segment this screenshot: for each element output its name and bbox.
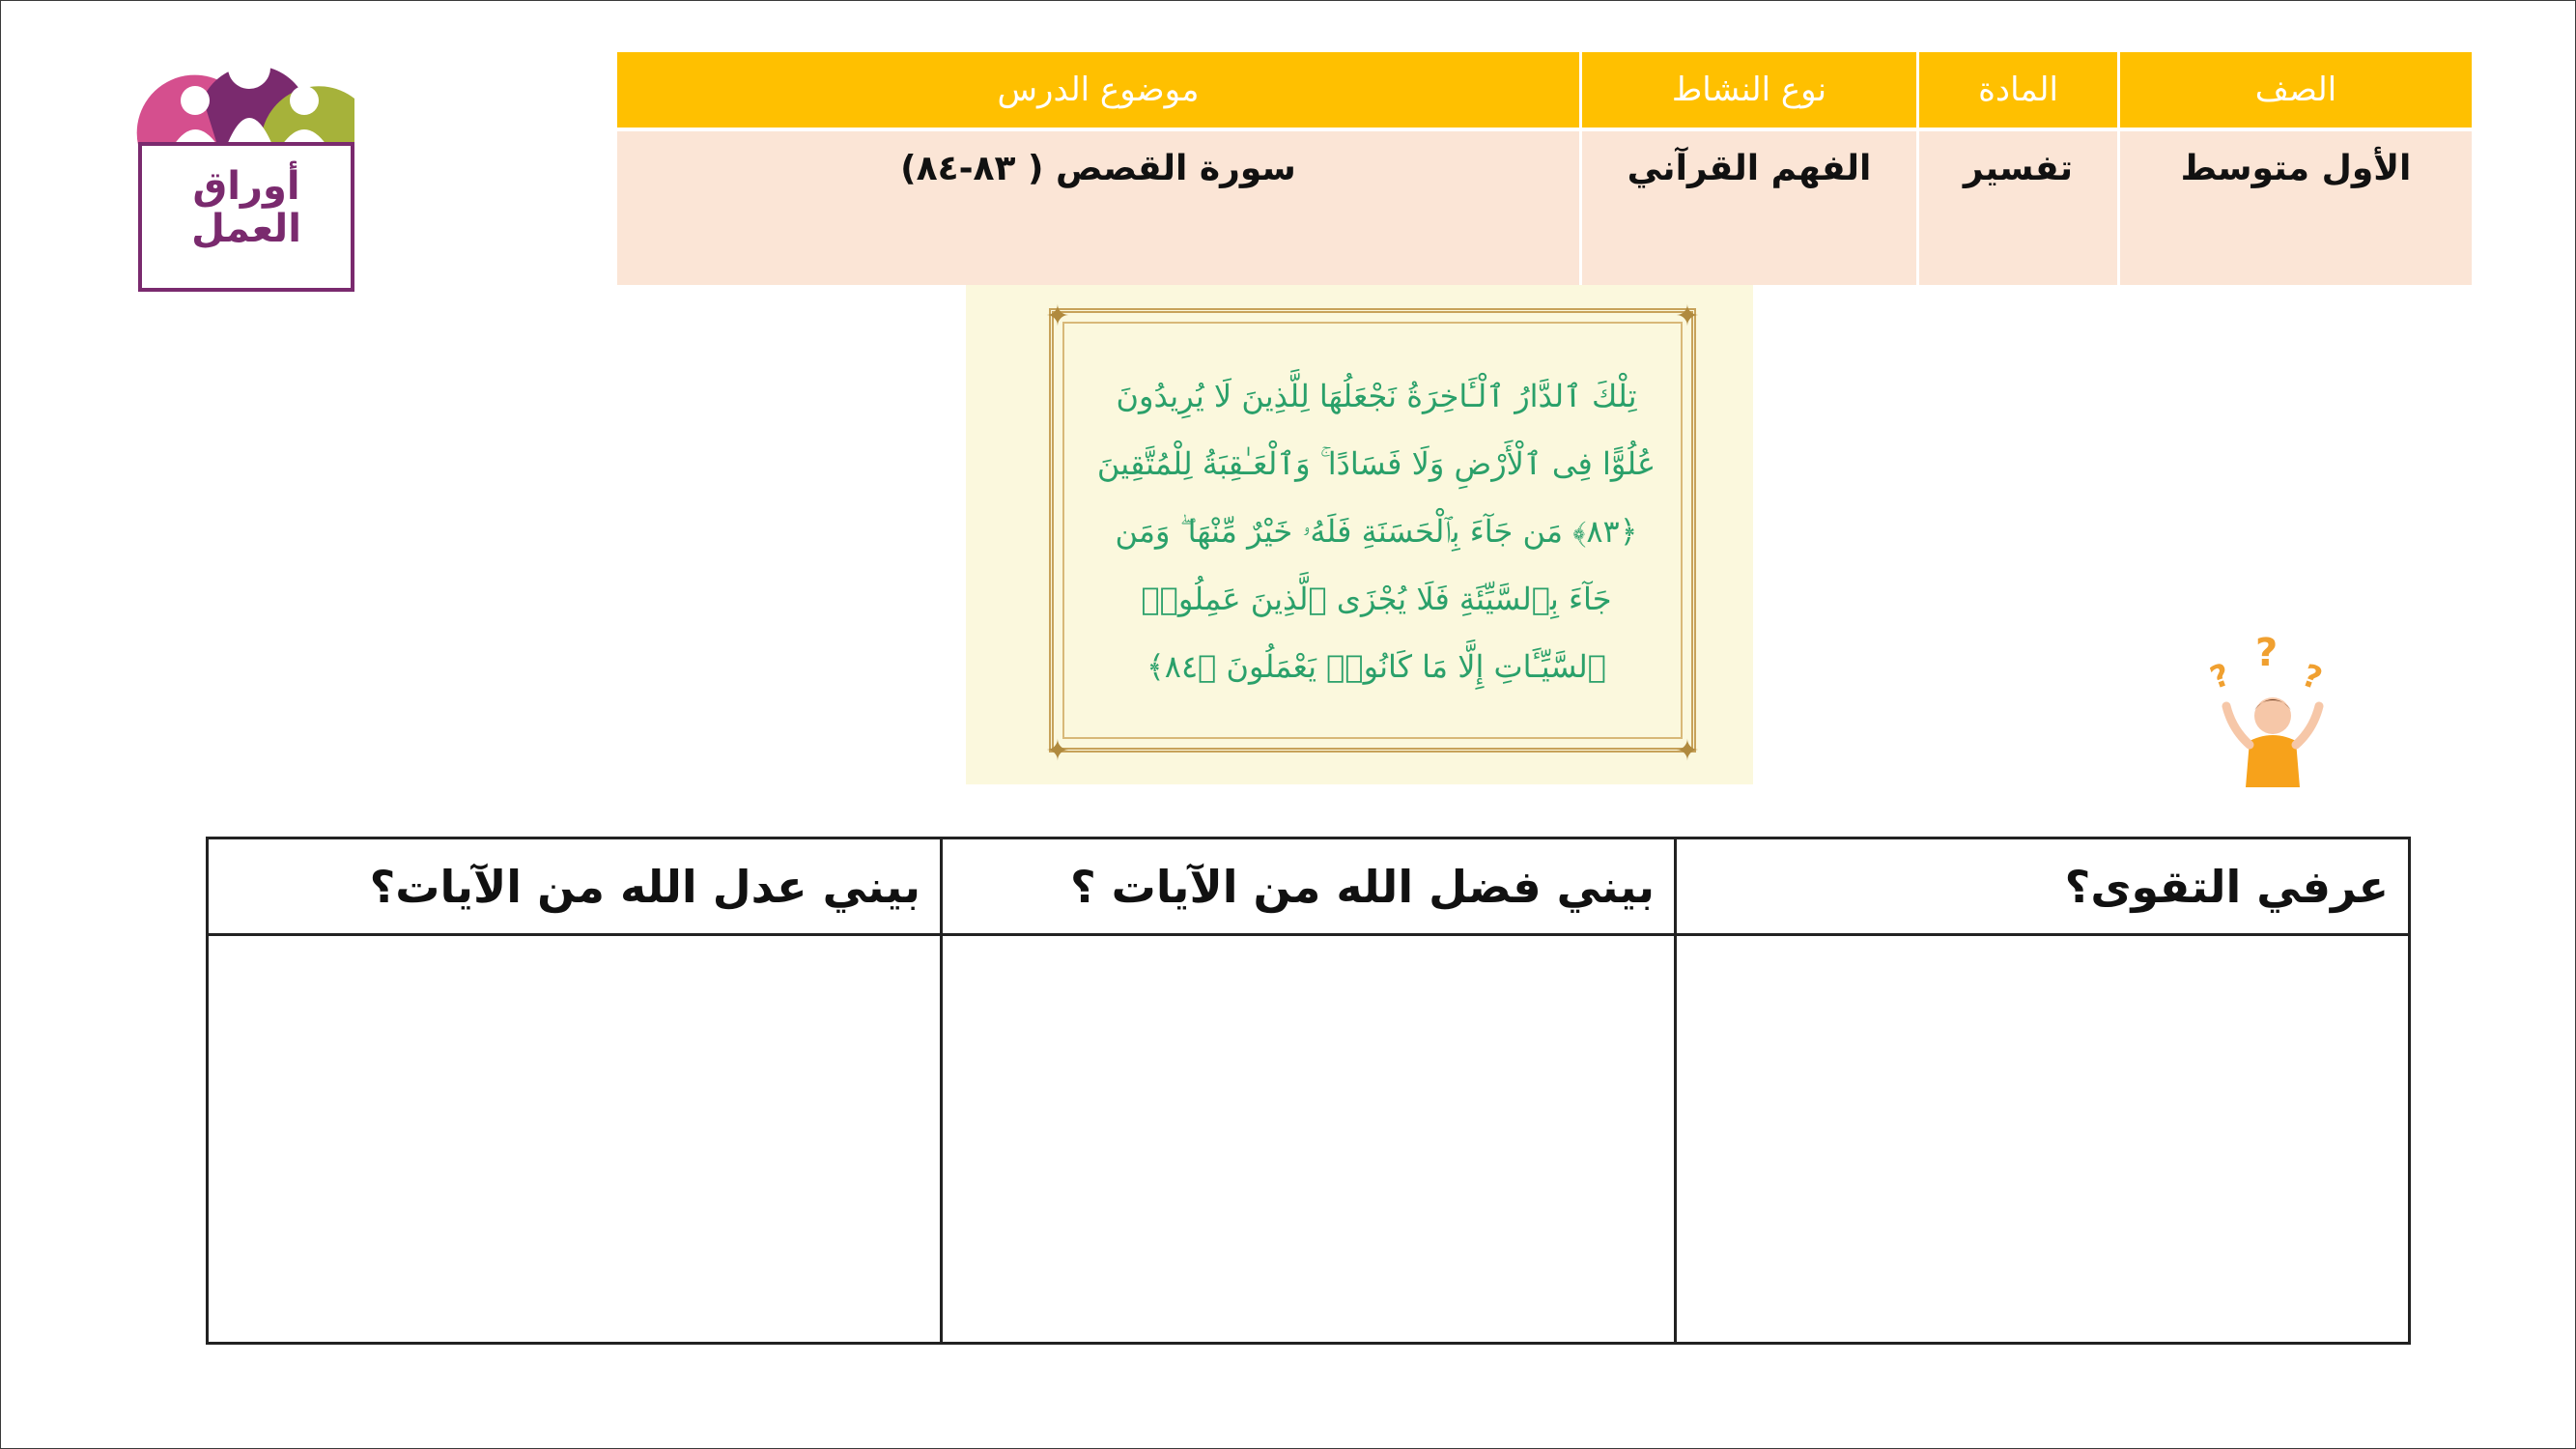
question-define-taqwa: عرفي التقوى؟ <box>1676 838 2410 935</box>
header-subject: المادة <box>1918 52 2119 129</box>
corner-ornament-icon: ✦ <box>1675 734 1700 768</box>
verse-line: تِلْكَ ٱلدَّارُ ٱلْـَٔاخِرَةُ نَجْعَلُهَا لِلَّذِينَ لَا يُرِيدُونَ <box>1116 378 1637 414</box>
answers-row <box>208 935 2410 1344</box>
worksheets-logo <box>135 31 363 268</box>
header-activity-type: نوع النشاط <box>1581 52 1918 129</box>
corner-ornament-icon: ✦ <box>1675 299 1700 333</box>
questions-table <box>206 837 2411 1345</box>
logo-box <box>138 142 354 292</box>
answer-cell-taqwa[interactable] <box>1676 935 2410 1344</box>
verse-line: جَآءَ بِٱلسَّيِّئَةِ فَلَا يُجْزَى ٱلَّذِينَ عَمِلُوا۟ <box>1141 581 1612 617</box>
answer-cell-justice[interactable] <box>208 935 942 1344</box>
info-header-row <box>616 52 2474 129</box>
value-lesson-topic: سورة القصص ( ٨٣-٨٤) <box>616 129 1581 285</box>
value-subject: تفسير <box>1918 129 2119 285</box>
verse-line: ٱلسَّيِّـَٔاتِ إِلَّا مَا كَانُوا۟ يَعْمَلُونَ ﴿٨٤﴾ <box>1146 648 1606 685</box>
quran-text <box>1091 362 1661 700</box>
logo-line1: أوراق <box>192 164 300 209</box>
lesson-info-table <box>614 52 2475 285</box>
question-justice-of-allah: بيني عدل الله من الآيات؟ <box>208 838 942 935</box>
svg-text:?: ? <box>2255 633 2279 675</box>
header-grade: الصف <box>2119 52 2474 129</box>
verse-line: عُلُوًّا فِى ٱلْأَرْضِ وَلَا فَسَادًا ۚ وَٱلْعَـٰقِبَةُ لِلْمُتَّقِينَ <box>1096 445 1656 482</box>
confused-person-icon <box>2205 633 2340 787</box>
corner-ornament-icon: ✦ <box>1045 734 1070 768</box>
verse-line: ﴿٨٣﴾ مَن جَآءَ بِٱلْحَسَنَةِ فَلَهُۥ خَيْرٌ مِّنْهَا ۖ وَمَن <box>1115 513 1638 550</box>
svg-text:?: ? <box>2297 656 2328 697</box>
info-value-row <box>616 129 2474 285</box>
logo-line2: العمل <box>191 207 301 251</box>
corner-ornament-icon: ✦ <box>1045 299 1070 333</box>
header-lesson-topic: موضوع الدرس <box>616 52 1581 129</box>
value-grade: الأول متوسط <box>2119 129 2474 285</box>
answer-cell-grace[interactable] <box>942 935 1676 1344</box>
svg-text:?: ? <box>2205 655 2235 696</box>
quran-verses-card <box>966 285 1753 784</box>
value-activity-type: الفهم القرآني <box>1581 129 1918 285</box>
questions-header-row <box>208 838 2410 935</box>
question-grace-of-allah: بيني فضل الله من الآيات ؟ <box>942 838 1676 935</box>
